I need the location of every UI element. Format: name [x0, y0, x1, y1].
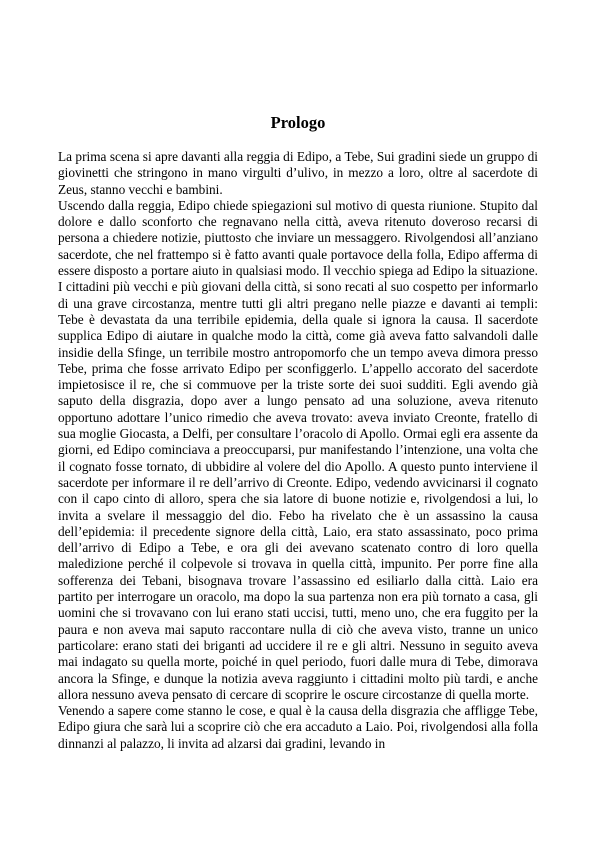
body-text	[58, 149, 538, 752]
page-title: Prologo	[270, 113, 326, 132]
paragraph: La prima scena si apre davanti alla reggia di Edipo, a Tebe, Sui gradini siede un gruppo di giovinetti che stringono in mano virgulti d’ulivo, in mezzo a loro, oltre al sacerdote di Zeus, stanno vecchi e bambini.	[58, 149, 538, 197]
paragraph: Uscendo dalla reggia, Edipo chiede spiegazioni sul motivo di questa riunione. Stupito dal dolore e dallo sconforto che regnavano nella città, aveva ritenuto doveroso recarsi di persona a chiedere notizie, piuttosto che inviare un messaggero. Rivolgendosi all’anziano sacerdote, che nel frattempo si è fatto avanti quale portavoce della folla, Edipo afferma di essere disposto a portare aiuto in qualsiasi modo. Il vecchio spiega ad Edipo la situazione. I cittadini più vecchi e più giovani della città, si sono recati al suo cospetto per informarlo di una grave circostanza, mentre tutti gli altri pregano nelle piazze e davanti ai templi: Tebe è devastata da una terribile epidemia, della quale si ignora la causa. Il sacerdote supplica Edipo di aiutare in qualche modo la città, come già aveva fatto salvandoli dalle insidie della Sfinge, un terribile mostro antropomorfo che un tempo aveva dimora presso Tebe, prima che fosse arrivato Edipo per sconfiggerlo. L’appello accorato del sacerdote impietosisce il re, che si commuove per la triste sorte dei suoi sudditi. Egli avendo già saputo della disgrazia, dopo aver a lungo pensato ad una soluzione, aveva ritenuto opportuno adottare l’unico rimedio che aveva trovato: aveva inviato Creonte, fratello di sua moglie Giocasta, a Delfi, per consultare l’oracolo di Apollo. Ormai egli era assente da giorni, ed Edipo cominciava a preoccuparsi, pur manifestando l’intenzione, una volta che il cognato fosse tornato, di ubbidire al volere del dio Apollo. A questo punto interviene il sacerdote per informare il re dell’arrivo di Creonte. Edipo, vedendo avvicinarsi il cognato con il capo cinto di alloro, spera che sia latore di buone notizie e, rivolgendosi a lui, lo invita a svelare il messaggio del dio. Febo ha rivelato che è un assassino la causa dell’epidemia: il precedente signore della città, Laio, era stato assassinato, poco prima dell’arrivo di Edipo a Tebe, e ora gli dei avevano scatenato contro di loro quella maledizione perché il colpevole si trovava in quella città, impunito. Per porre fine alla sofferenza dei Tebani, bisognava trovare l’assassino ed esiliarlo dalla città. Laio era partito per interrogare un oracolo, ma dopo la sua partenza non era più tornato a casa, gli uomini che si trovavano con lui erano stati uccisi, tutti, meno uno, che era fuggito per la paura e non aveva mai saputo raccontare nulla di ciò che aveva visto, tranne un unico particolare: erano stati dei briganti ad uccidere il re e gli altri. Nessuno in seguito aveva mai indagato su quella morte, poiché in quel periodo, fuori dalle mura di Tebe, dimorava ancora la Sfinge, e dunque la notizia aveva raggiunto i cittadini molto più tardi, e anche allora nessuno aveva pensato di cercare di scoprire le oscure circostanze di quella morte.	[58, 197, 538, 702]
paragraph: Venendo a sapere come stanno le cose, e qual è la causa della disgrazia che affligge Tebe, Edipo giura che sarà lui a scoprire ciò che era accaduto a Laio. Poi, rivolgendosi alla folla dinnanzi al palazzo, li invita ad alzarsi dai gradini, levando in	[58, 703, 538, 751]
